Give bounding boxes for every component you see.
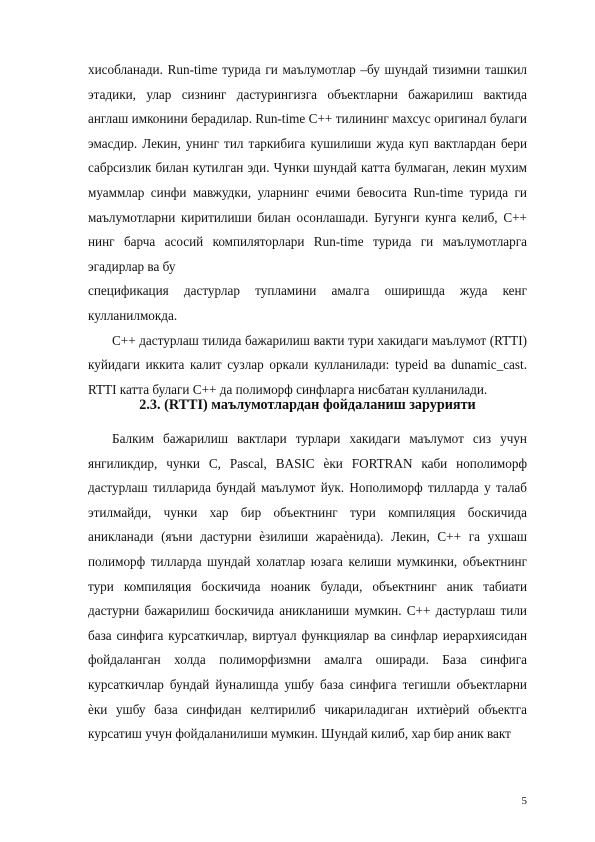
- body-text-bottom: [88, 427, 527, 747]
- paragraph-polymorphism: Балким бажарилиш вактлари турлари хакидаги маълумот сиз учун янгиликдир, чунки C, Pascal, BASIC ѐки FORTRAN каби нополиморф дастурлаш тилларида бундай маълумот йук. Нополиморф тилларда у талаб этилмайди, чунки хар бир объектнинг тури компиляция боскичида аникланади (яъни дастурни ѐзилиши жараѐнида). Лекин, C++ га ухшаш полиморф тилларда шундай холатлар юзага келиши мумкинки, объектнинг тури компиляция боскичида ноаник булади, объектнинг аник табиати дастурни бажарилиш боскичида аникланиши мумкин. C++ дастурлаш тили база синфига курсаткичлар, виртуал функциялар ва синфлар иерархиясидан фойдаланган холда полиморфизмни амалга оширади. База синфига курсаткичлар бундай йуналишда ушбу база синфига тегишли объектларни ѐки ушбу база синфидан келтирилиб чикариладиган ихтиѐрий объектга курсатиш учун фойдаланилиши мумкин. Шундай килиб, хар бир аник вакт: [88, 431, 527, 742]
- paragraph-run-time: хисобланади. Run-time турида ги маълумотлар –бу шундай тизимни ташкил этадики, улар сизнинг дастурингизга объектларни бажарилиш вактида англаш имконини берадилар. Run-time C++ тилининг махсус оригинал булаги эмасдир. Лекин, унинг тил таркибига кушилиши жуда куп вактлардан бери сабрсизлик билан кутилган эди. Чунки шундай катта булмаган, лекин мухим муаммлар синфи мавжудки, уларнинг ечими бевосита Run-time турида ги маълумотларни киритилиши билан осонлашади. Бугунги кунга келиб, C++ нинг барча асосий компиляторлари Run-time турида ги маълумотларга эгадирлар ва бу: [88, 62, 527, 274]
- section-heading: 2.3. (RTTI) маълумотлардан фойдаланиш зарурияти: [139, 397, 476, 413]
- paragraph-rtti-keywords: C++ дастурлаш тилида бажарилиш вакти тури хакидаги маълумот (RTTI) куйидаги иккита калит сузлар оркали кулланилади: typeid ва dunamic_cast. RTTI катта булаги C++ да полиморф синфларга нисбатан кулланилади.: [88, 332, 527, 397]
- page-number: 5: [521, 795, 527, 807]
- body-text-top: [88, 58, 527, 402]
- paragraph-spec: спецификация дастурлар тупламини амалга оширишда жуда кенг кулланилмокда.: [88, 283, 527, 323]
